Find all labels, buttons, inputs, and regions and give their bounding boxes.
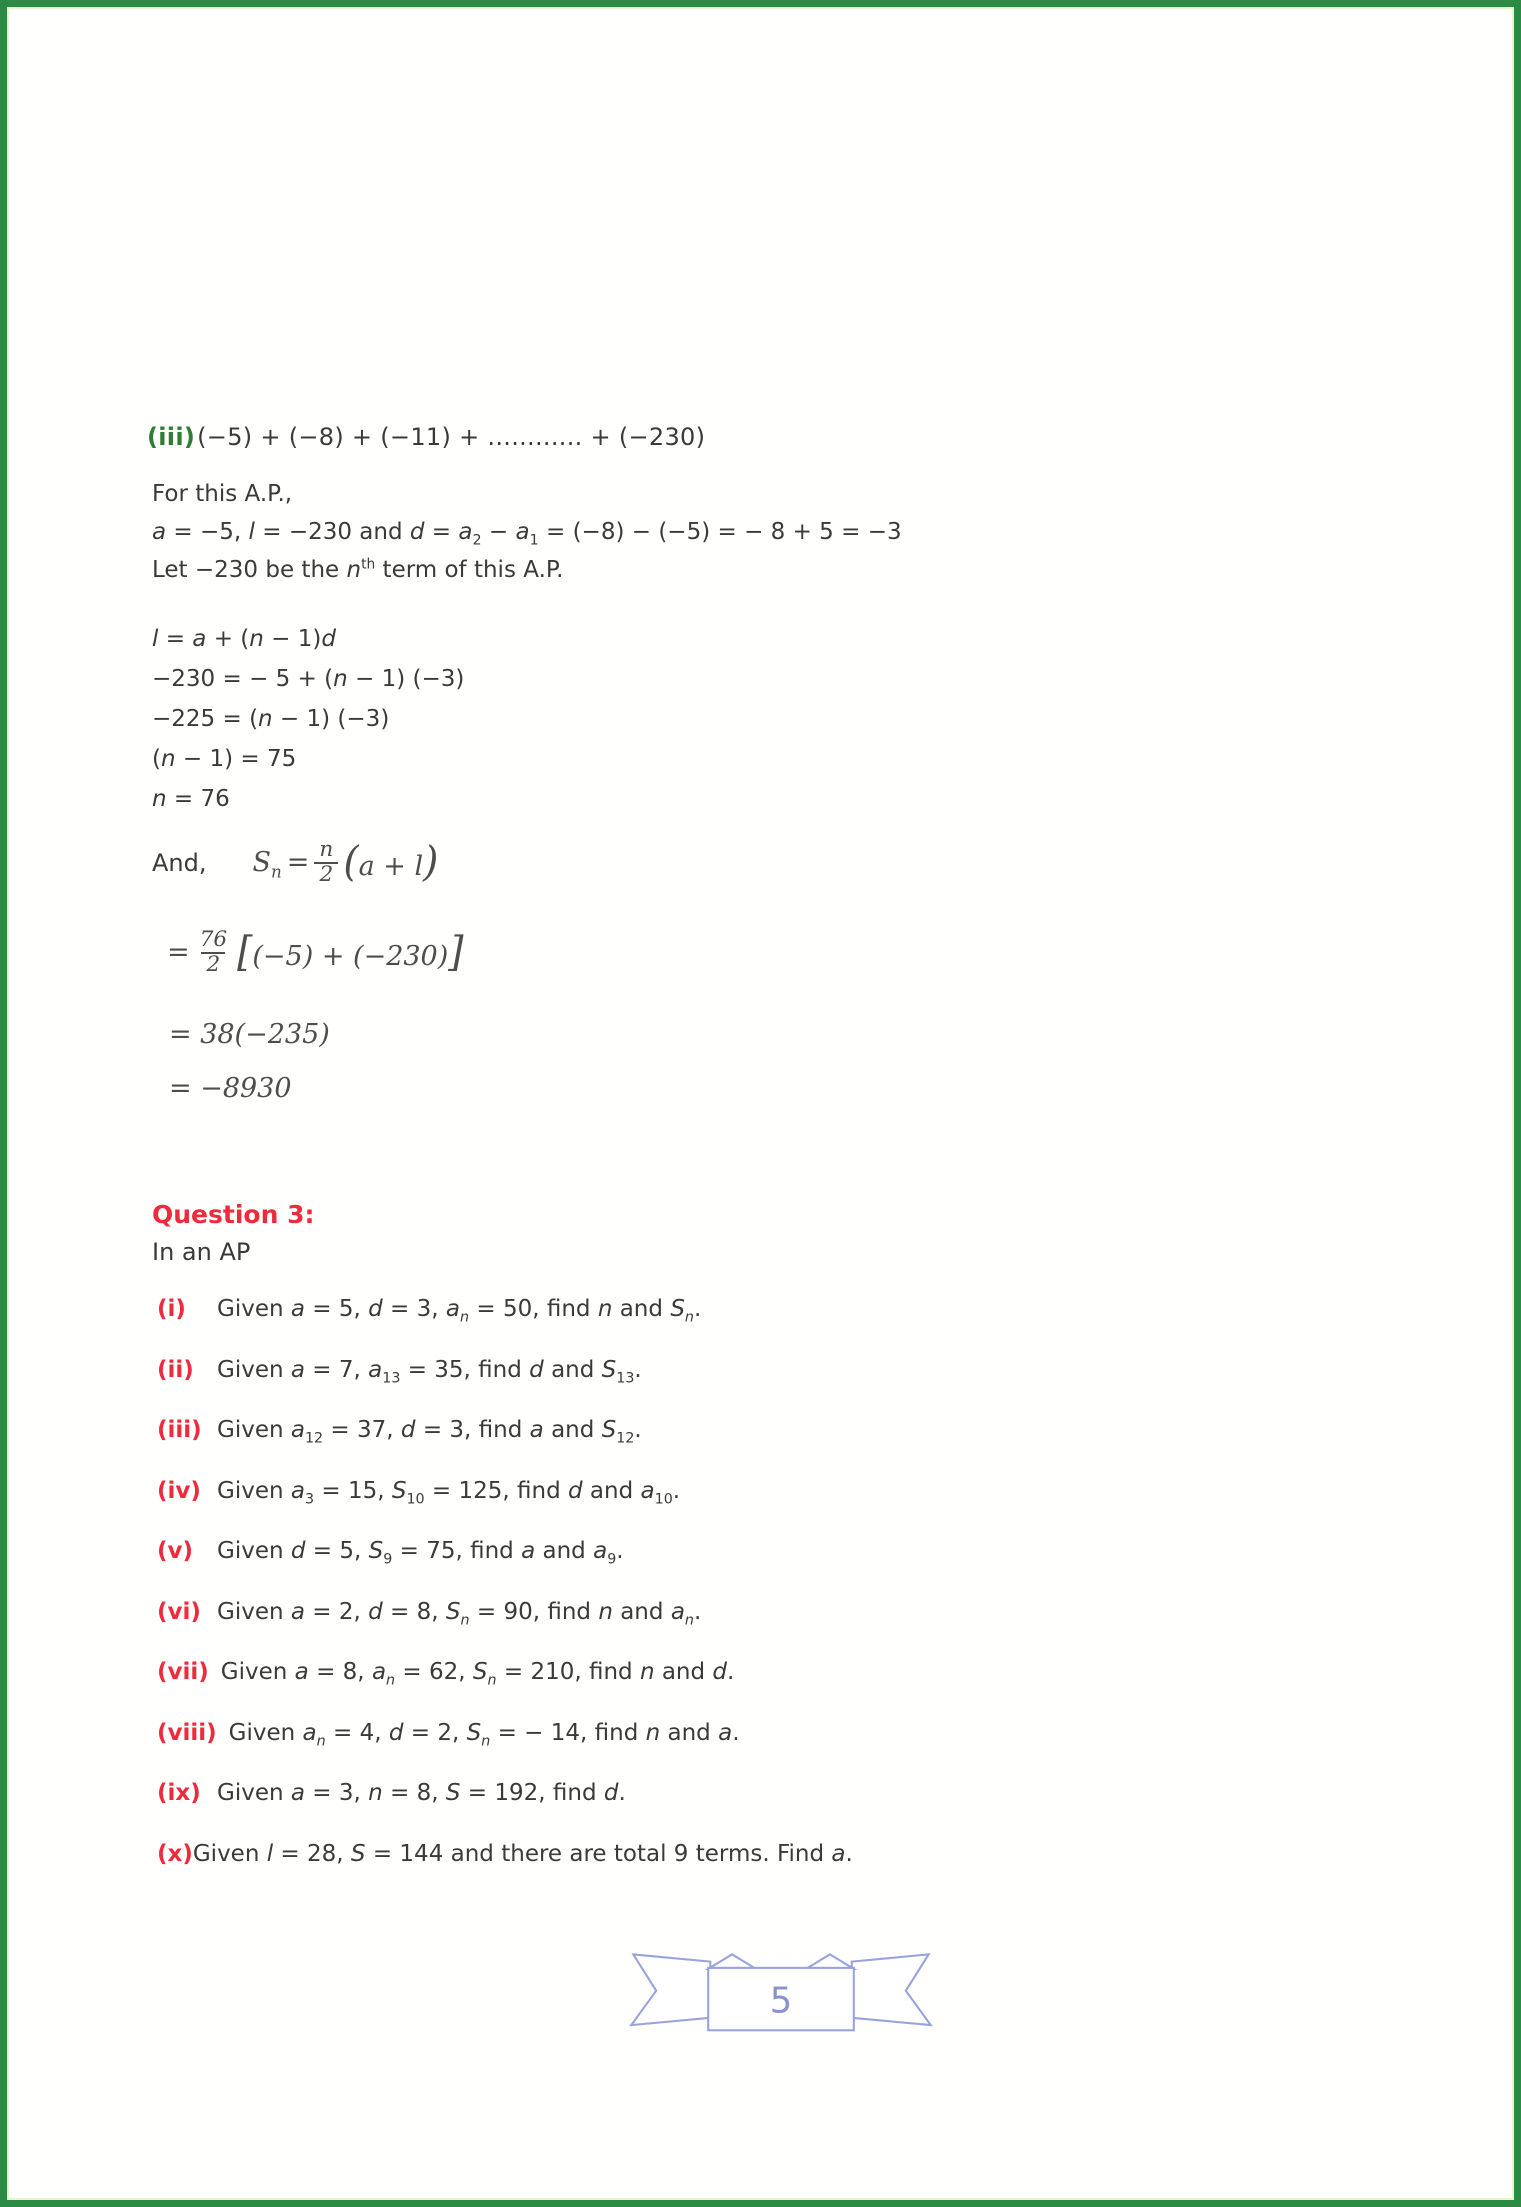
item-label-iv: (iv) (157, 1477, 201, 1504)
item-text: Given a = 2, d = 8, $S_n = 90$, find n and $a_n$. (217, 1598, 702, 1629)
step-formula: l = a + (n − 1)d (152, 626, 336, 652)
list-item-iv (157, 1478, 1397, 1539)
item-label-x: (x) (157, 1840, 193, 1867)
item-text: Given a = 7, $a_{13} = 35$, find d and $S_{13}$. (217, 1356, 642, 1387)
question-3-subtitle: In an AP (152, 1238, 251, 1266)
item-text: Given a = 8, $a_n = 62$, $S_n = 210$, find n and d. (220, 1659, 735, 1689)
item-text: Given $a_n = 4$, d = 2, $S_n$ = − 14, find n and a. (228, 1719, 740, 1750)
item-text: Given a = 5, d = 3, $a_n = 50$, find n and $S_n$. (217, 1296, 702, 1326)
sum-formula-row (152, 839, 438, 886)
list-item-iii (157, 1417, 1397, 1478)
question-3-list (157, 1296, 1397, 1901)
equation-steps (152, 619, 464, 819)
list-item-vi (157, 1599, 1397, 1660)
list-item-ix (157, 1780, 1397, 1841)
equals-sign: = (167, 937, 190, 969)
ribbon-right-fold (806, 1954, 854, 1969)
item-label-vii: (vii) (157, 1659, 209, 1685)
intro-line: For this A.P., (152, 481, 293, 507)
item-label-iii: (iii) (157, 1417, 202, 1443)
ribbon-right-wing (852, 1954, 931, 2025)
result-line-1: = 38(−235) (169, 1019, 330, 1050)
item-label-viii: (viii) (157, 1719, 217, 1746)
list-item-viii (157, 1720, 1397, 1781)
item-label-v: (v) (157, 1538, 194, 1564)
substitution-rhs: [(−5) + (−230)] (237, 929, 464, 977)
sum-formula (253, 839, 439, 886)
item-text: Given d = 5, $S_9 = 75$, find a and $a_9$. (217, 1538, 624, 1568)
sum-lhs: $S_n$ (252, 847, 282, 882)
page-number: 5 (769, 1980, 793, 2022)
item-text: Given l = 28, S = 144 and there are total 9 terms. Find a. (192, 1840, 853, 1867)
list-item-vii (157, 1659, 1397, 1720)
fraction-n-2: $\frac{n}{2}$ (314, 839, 338, 886)
given-values-line: a = −5, l = −230 and $d = a_2 - a_1 = (-8) - (-5)$ = − 8 + 5 = −3 (152, 519, 902, 549)
series-expression-line (147, 423, 705, 451)
step-n-result: n = 76 (152, 786, 230, 812)
item-text: Given $a_{12} = 37$, d = 3, find a and $S_{12}$. (217, 1417, 642, 1447)
item-label-ii: (ii) (157, 1356, 194, 1383)
question-3-title: Question 3: (152, 1200, 315, 1229)
item-label-i: (i) (157, 1296, 186, 1322)
list-item-i (157, 1296, 1397, 1357)
let-term-line: Let −230 be the $n^{th}$ term of this A.P. (152, 556, 564, 583)
ribbon-banner-graphic (625, 1945, 937, 2049)
item-label-ix: (ix) (157, 1780, 201, 1806)
list-item-x (157, 1841, 1397, 1902)
solution-intro-paragraph (152, 475, 902, 589)
part-iii-label: (iii) (147, 423, 196, 451)
page-number-ribbon (625, 1945, 937, 2049)
item-text: Given $a_3 = 15$, $S_{10} = 125$, find d and $a_{10}$. (217, 1477, 681, 1508)
ribbon-left-wing (631, 1954, 710, 2025)
and-word: And, (152, 848, 207, 877)
step-substitute: −230 = − 5 + (n − 1) (−3) (152, 666, 465, 692)
fraction-76-2: $\frac{76}{2}$ (199, 927, 228, 977)
equals-sign: = (286, 847, 310, 879)
step-simplify-2: (n − 1) = 75 (152, 746, 297, 772)
substitution-row (167, 929, 464, 976)
list-item-v (157, 1538, 1397, 1599)
item-text: Given a = 3, n = 8, S = 192, find d. (217, 1780, 626, 1806)
result-line-2: = −8930 (169, 1073, 292, 1104)
sum-rhs: (a + l) (343, 839, 439, 887)
ribbon-left-fold (708, 1954, 756, 1969)
series-expression: (−5) + (−8) + (−11) + ............ + (−230) (197, 423, 706, 451)
list-item-ii (157, 1357, 1397, 1418)
item-label-vi: (vi) (157, 1598, 201, 1625)
step-simplify-1: −225 = (n − 1) (−3) (152, 706, 390, 732)
